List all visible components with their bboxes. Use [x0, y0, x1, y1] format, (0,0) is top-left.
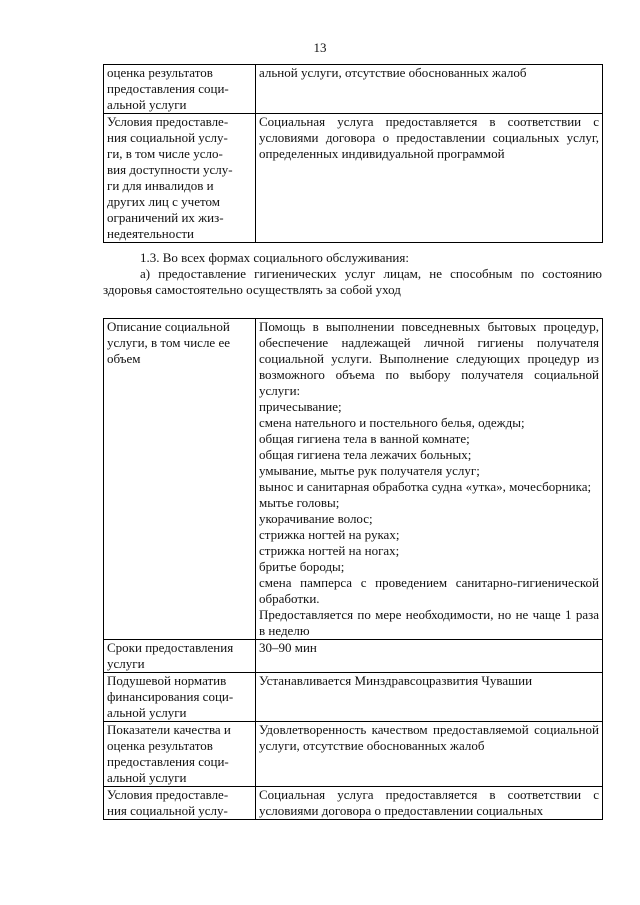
- table-row: [104, 787, 603, 820]
- row-value-quality: Удовлетворенность качеством предоставляемой социальной услуги, отсутствие обоснованных жалоб: [256, 722, 603, 787]
- hygiene-service-table: [103, 318, 603, 820]
- row-value-conditions: Социальная услуга предоставляется в соответствии с условиями договора о предоставлении социальных: [256, 787, 603, 820]
- table-row: [104, 114, 603, 243]
- row-label-duration: Сроки предоставления услуги: [104, 640, 256, 673]
- table-row: [104, 722, 603, 787]
- row-label-quality: Показатели качества и оценка результатов предоставления соци- альной услуги: [104, 722, 256, 787]
- row-value-funding: Устанавливается Минздравсоцразвития Чувашии: [256, 673, 603, 722]
- page-number: 13: [313, 40, 327, 55]
- row-label-conditions: Условия предоставле- ния социальной услу- ги, в том числе усло- вия доступности услу- ги для инвалидов и других лиц с учетом ограничений их жиз- недеятельности: [104, 114, 256, 243]
- section-heading: 1.3. Во всех формах социального обслуживания:: [140, 250, 409, 265]
- row-value-description: Помощь в выполнении повседневных бытовых процедур, обеспечение надлежащей личной гигиены получателя социальной услуги. Выполнение следующих процедур из возможного объема по выбору получателя социальной услуги: причесывание; смена нательного и постельного белья, одежды; общая гигиена тела в ванной комнате; общая гигиена тела лежачих больных; умывание, мытье рук получателя услуг; вынос и санитарная обработка судна «утка», мочесборника; мытье головы; укорачивание волос; стрижка ногтей на руках; стрижка ногтей на ногах; бритье бороды; смена памперса с проведением санитарно-гигиенической обработки. Предоставляется по мере необходимости, но не чаще 1 раза в неделю: [256, 319, 603, 640]
- row-label-conditions: Условия предоставле- ния социальной услу-: [104, 787, 256, 820]
- section-subheading: а) предоставление гигиенических услуг лицам, не способным по состоянию здоровья самостоятельно осуществлять за собой уход: [103, 266, 602, 297]
- row-value-quality: альной услуги, отсутствие обоснованных жалоб: [256, 65, 603, 114]
- row-label-funding: Подушевой норматив финансирования соци- альной услуги: [104, 673, 256, 722]
- row-value-duration: 30–90 мин: [256, 640, 603, 673]
- row-value-conditions: Социальная услуга предоставляется в соответствии с условиями договора о предоставлении социальных услуг, определенных индивидуальной программой: [256, 114, 603, 243]
- service-table-continued: [103, 64, 603, 243]
- row-label-quality: оценка результатов предоставления соци- альной услуги: [104, 65, 256, 114]
- table-row: [104, 319, 603, 640]
- table-row: [104, 65, 603, 114]
- table-row: [104, 673, 603, 722]
- table-row: [104, 640, 603, 673]
- row-label-description: Описание социальной услуги, в том числе ее объем: [104, 319, 256, 640]
